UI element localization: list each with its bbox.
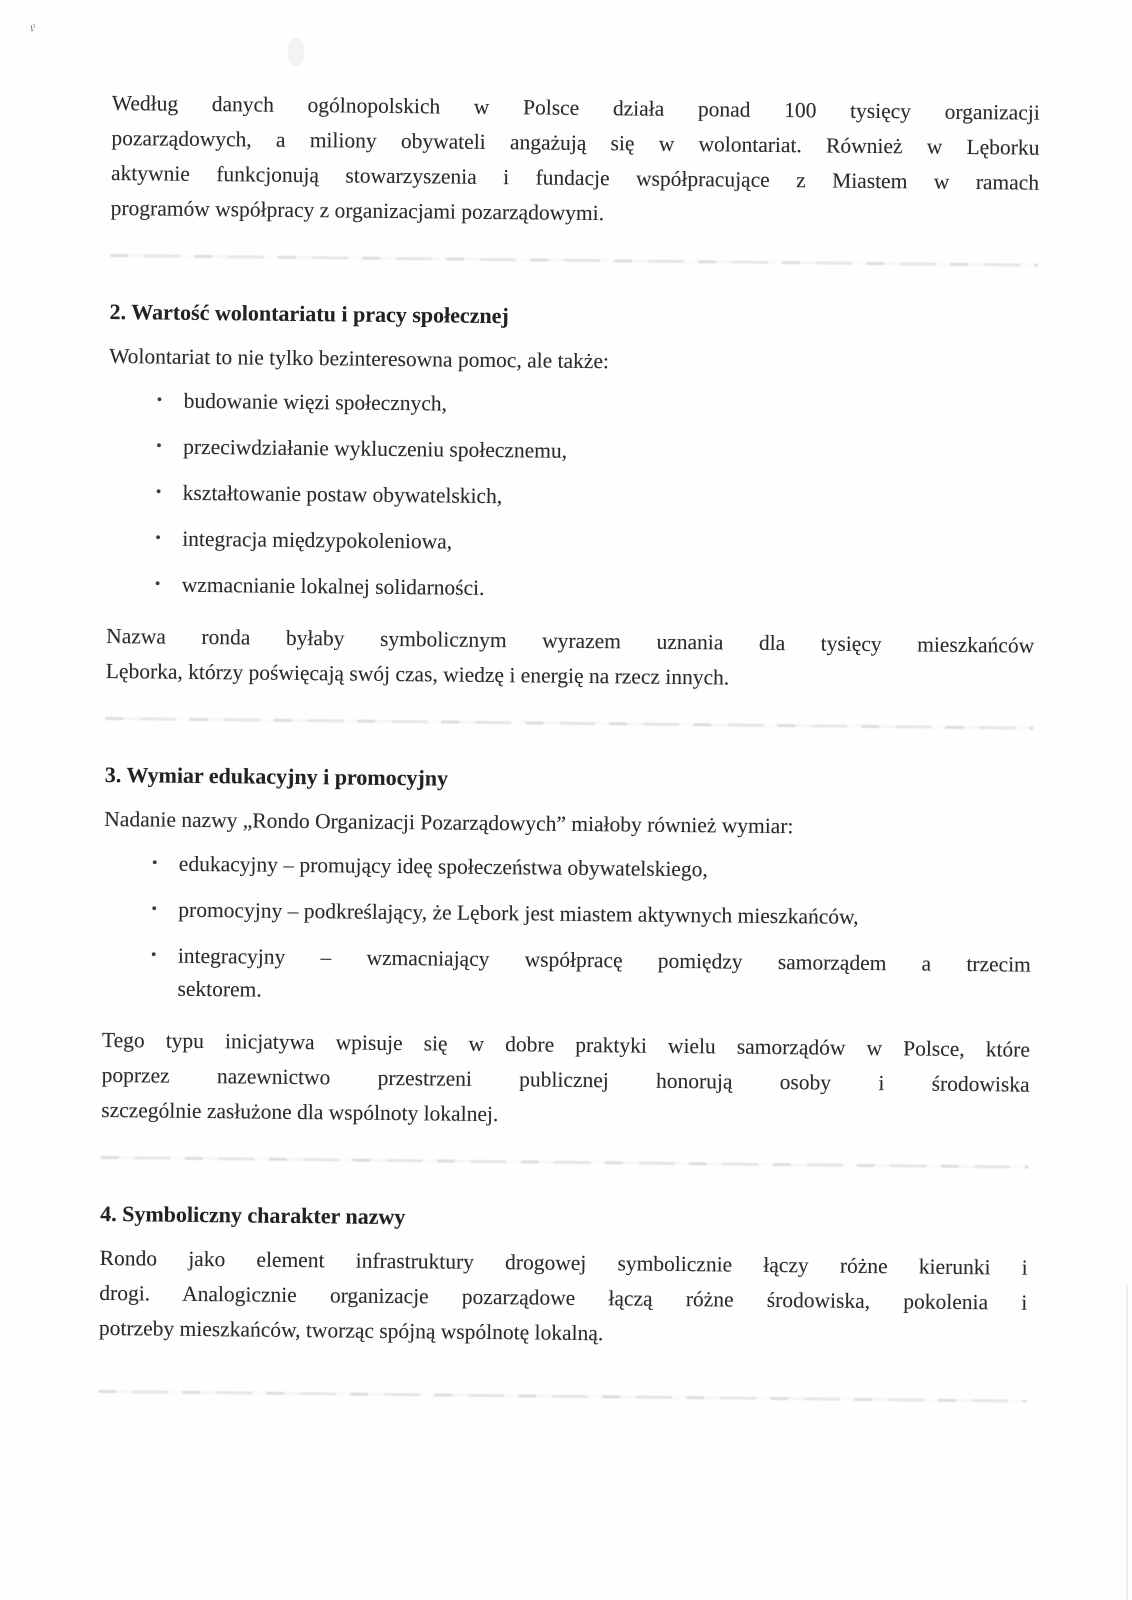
bullet-item	[107, 568, 1035, 611]
text-line: Tego typu inicjatywa wpisuje się w dobre praktyki wielu samorządów w Polsce, które	[101, 1027, 1031, 1062]
document-body	[98, 86, 1040, 1403]
bullet-text-line: promocyjny – podkreślający, że Lębork jest miastem aktywnych mieszkańców,	[178, 897, 859, 929]
bullet-text-line: sektorem.	[177, 976, 262, 1002]
bullet-dot-icon: •	[154, 575, 161, 593]
scan-edge-artifact	[1126, 1285, 1128, 1600]
text-line: drogi. Analogicznie organizacje pozarządowe łączą różne środowiska, pokolenia i	[99, 1280, 1028, 1315]
section-heading: 3. Wymiar edukacyjny i promocyjny	[104, 761, 449, 791]
bullet-text-line: przeciwdziałanie wykluczeniu społecznemu,	[183, 434, 568, 463]
bullet-dot-icon: •	[151, 854, 158, 872]
bullet-text-line: kształtowanie postaw obywatelskich,	[182, 480, 503, 509]
text-line: Według danych ogólnopolskich w Polsce działa ponad 100 tysięcy organizacji	[111, 90, 1040, 125]
section-divider	[98, 1390, 1026, 1403]
paragraph	[109, 339, 1037, 384]
text-line: programów współpracy z organizacjami pozarządowymi.	[110, 195, 605, 226]
bullet-item	[107, 522, 1035, 565]
bullet-item	[109, 384, 1037, 427]
paragraph	[101, 1023, 1030, 1138]
paragraph	[99, 1241, 1028, 1356]
bullet-item	[102, 939, 1031, 1015]
text-line: pozarządowych, a miliony obywateli angażują się w wolontariat. Również w Lęborku	[111, 125, 1040, 160]
bullet-item	[108, 476, 1036, 519]
bullet-item	[104, 847, 1032, 890]
bullet-text-line: budowanie więzi społecznych,	[183, 388, 448, 416]
paragraph	[104, 802, 1032, 847]
text-line: Lęborka, którzy poświęcają swój czas, wiedzę i energię na rzecz innych.	[105, 658, 730, 690]
scan-artifact-mark: ıᵗ	[28, 19, 37, 35]
bullet-text-line: wzmacnianie lokalnej solidarności.	[181, 572, 485, 600]
text-line: poprzez nazewnictwo przestrzeni publicznej honorują osoby i środowiska	[101, 1062, 1030, 1097]
section-divider	[110, 254, 1038, 267]
paragraph	[111, 86, 1040, 236]
bullet-text-line: integracyjny – wzmacniający współpracę pomiędzy samorządem a trzecim	[177, 943, 1031, 977]
scan-smudge	[288, 38, 304, 66]
text-line: Rondo jako element infrastruktury drogowej symbolicznie łączy różne kierunki i	[99, 1245, 1028, 1280]
section-divider	[105, 717, 1033, 730]
text-line: Nadanie nazwy „Rondo Organizacji Pozarządowych” miałoby również wymiar:	[104, 806, 794, 839]
section-divider	[101, 1156, 1029, 1169]
text-line: potrzeby mieszkańców, tworząc spójną wspólnotę lokalną.	[98, 1315, 604, 1346]
section-heading: 2. Wartość wolontariatu i pracy społecznej	[109, 298, 509, 329]
bullet-list	[102, 847, 1032, 1015]
bullet-dot-icon: •	[156, 437, 162, 455]
text-line: szczególnie zasłużone dla wspólnoty lokalnej.	[101, 1097, 499, 1127]
paragraph	[106, 619, 1035, 699]
bullet-list	[107, 384, 1037, 611]
text-line: Wolontariat to nie tylko bezinteresowna pomoc, ale także:	[109, 343, 610, 374]
bullet-dot-icon: •	[155, 529, 161, 547]
section-heading: 4. Symboliczny charakter nazwy	[100, 1200, 406, 1230]
bullet-dot-icon: •	[156, 391, 163, 409]
bullet-text-line: integracja międzypokoleniowa,	[182, 526, 453, 554]
text-line: aktywnie funkcjonują stowarzyszenia i fundacje współpracujące z Miastem w ramach	[110, 160, 1040, 195]
bullet-item	[103, 893, 1031, 936]
bullet-item	[108, 430, 1036, 473]
bullet-dot-icon: •	[151, 900, 158, 918]
bullet-dot-icon: •	[150, 946, 157, 964]
text-line: Nazwa ronda byłaby symbolicznym wyrazem uznania dla tysięcy mieszkańców	[106, 623, 1035, 658]
bullet-dot-icon: •	[155, 483, 162, 501]
bullet-text-line: edukacyjny – promujący ideę społeczeństwa obywatelskiego,	[178, 851, 708, 882]
